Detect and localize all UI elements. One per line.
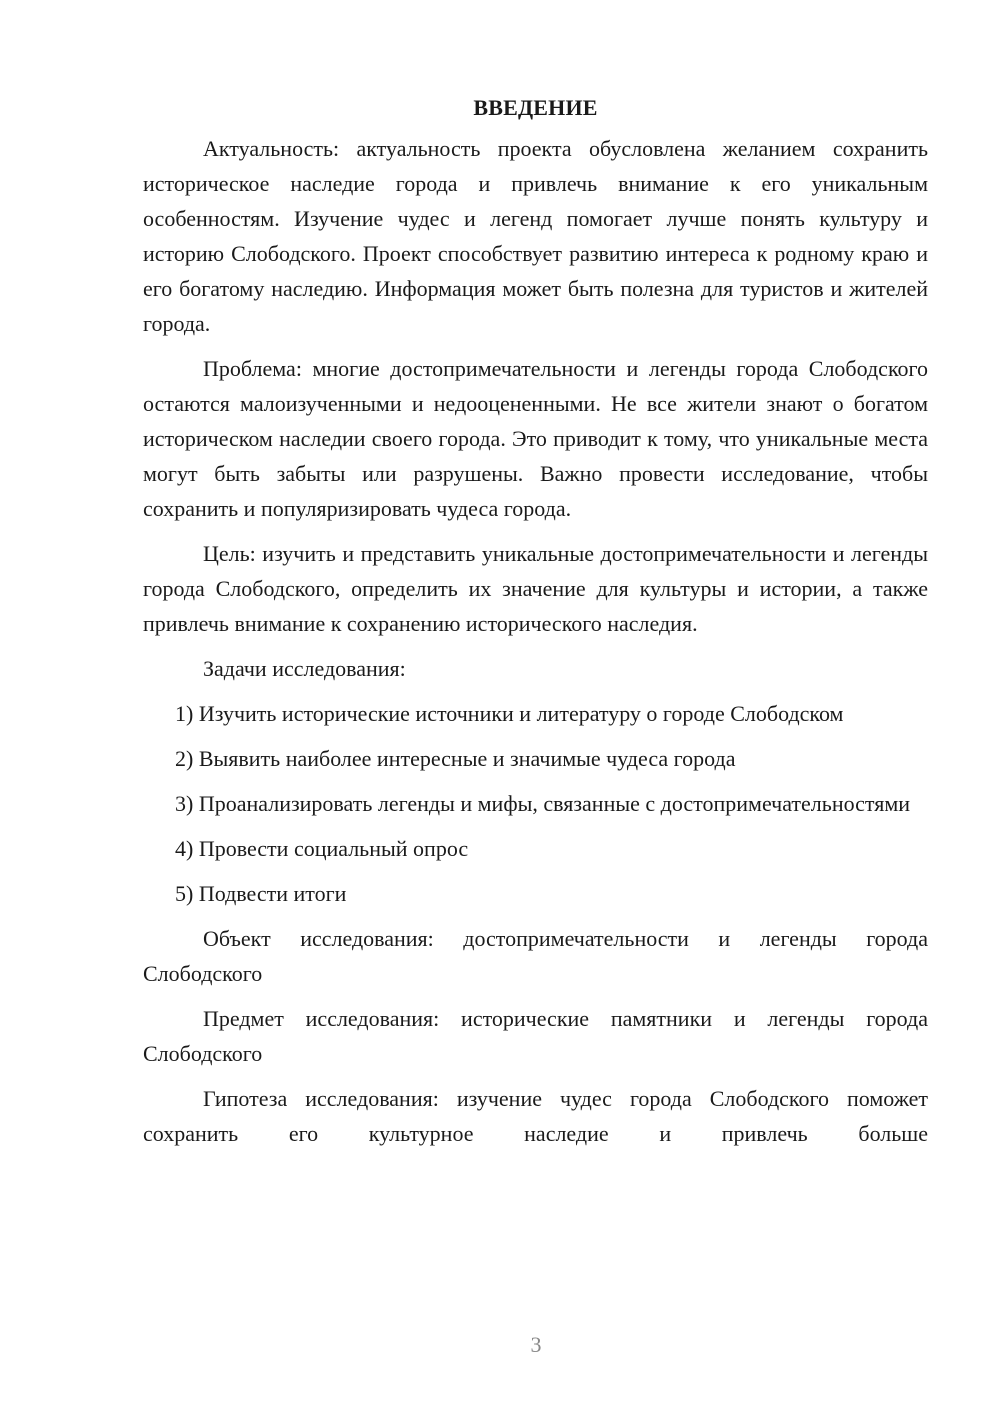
paragraph-goal: Цель: изучить и представить уникальные достопримечательности и легенды города Слободского, определить их значение для культуры и истории, а также привлечь внимание к сохранению исторического наследия. bbox=[143, 541, 928, 636]
list-item-task-3: 3) Проанализировать легенды и мифы, связанные с достопримечательностями bbox=[175, 791, 911, 816]
paragraph-hypothesis: Гипотеза исследования: изучение чудес города Слободского поможет сохранить его культурное наследие и привлечь больше bbox=[143, 1086, 928, 1146]
list-item-task-4: 4) Провести социальный опрос bbox=[175, 836, 469, 861]
paragraph-subject: Предмет исследования: исторические памятники и легенды города Слободского bbox=[143, 1006, 928, 1066]
paragraph-object: Объект исследования: достопримечательности и легенды города Слободского bbox=[143, 926, 928, 986]
paragraph-relevance: Актуальность: актуальность проекта обусловлена желанием сохранить историческое наследие города и привлечь внимание к его уникальным особенностям. Изучение чудес и легенд помогает лучше понять культуру и историю Слободского. Проект способствует развитию интереса к родному краю и его богатому наследию. Информация может быть полезна для туристов и жителей города. bbox=[143, 136, 928, 336]
document-page bbox=[143, 90, 928, 1161]
list-item-task-2: 2) Выявить наиболее интересные и значимые чудеса города bbox=[175, 746, 736, 771]
paragraph-problem: Проблема: многие достопримечательности и легенды города Слободского остаются малоизученными и недооцененными. Не все жители знают о богатом историческом наследии своего города. Это приводит к тому, что уникальные места могут быть забыты или разрушены. Важно провести исследование, чтобы сохранить и популяризировать чудеса города. bbox=[143, 356, 928, 521]
page-number: 3 bbox=[530, 1332, 542, 1357]
list-item-task-1: 1) Изучить исторические источники и литературу о городе Слободском bbox=[175, 701, 844, 726]
list-item-task-5: 5) Подвести итоги bbox=[175, 881, 347, 906]
paragraph-tasks-heading: Задачи исследования: bbox=[203, 656, 406, 681]
page-title: ВВЕДЕНИЕ bbox=[473, 95, 598, 120]
